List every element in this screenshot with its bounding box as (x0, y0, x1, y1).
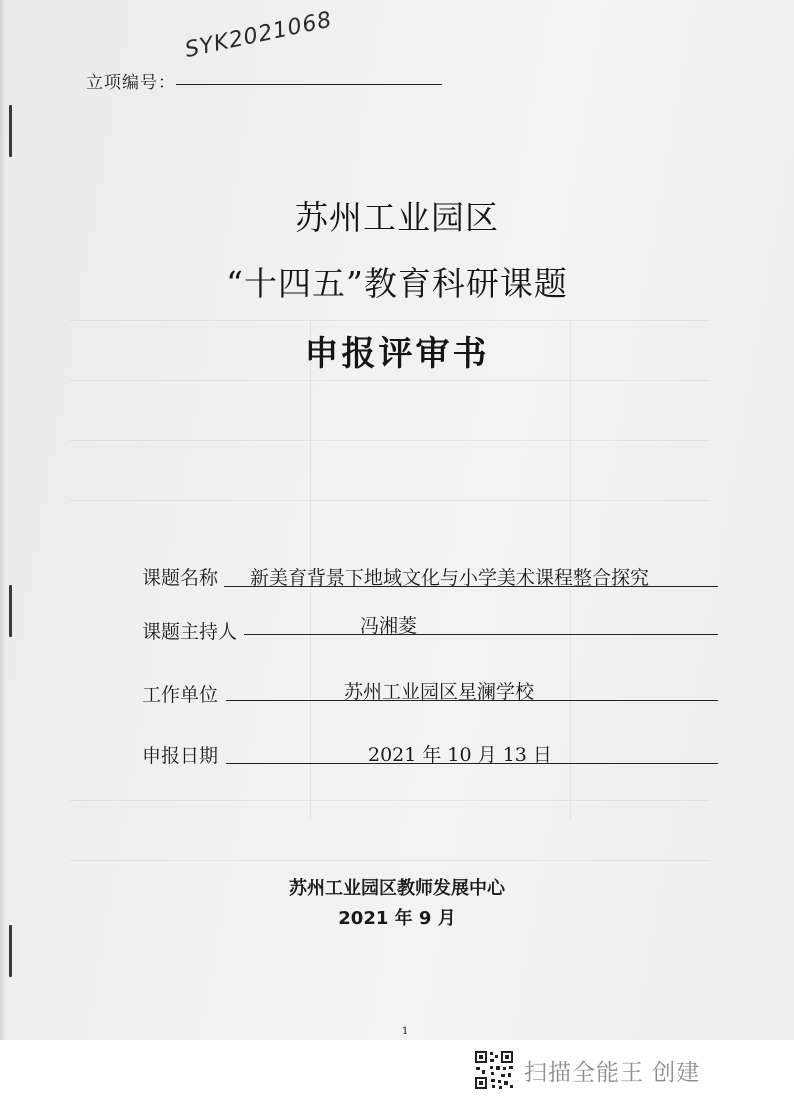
date-label: 申报日期 (142, 745, 219, 767)
project-number-handwritten: SYK2021068 (182, 7, 335, 63)
host-label: 课题主持人 (142, 621, 238, 643)
date-value: 2021 年 10 月 13 日 (368, 744, 552, 766)
binding-staple-bottom (9, 925, 12, 977)
binding-staple-top (9, 105, 12, 157)
unit-label: 工作单位 (142, 684, 219, 706)
footer-date: 2021 年 9 月 (338, 908, 456, 929)
unit-value: 苏州工业园区星澜学校 (344, 681, 535, 703)
title-line-2: “十四五”教育科研课题 (226, 264, 568, 303)
scanner-watermark (474, 1050, 700, 1090)
topic-label: 课题名称 (142, 567, 219, 589)
title-line-1: 苏州工业园区 (295, 198, 499, 237)
topic-value: 新美育背景下地域文化与小学美术课程整合探究 (250, 567, 650, 589)
page-number: 1 (402, 1026, 409, 1037)
watermark-text: 扫描全能王 创建 (524, 1059, 701, 1086)
host-value: 冯湘菱 (360, 615, 418, 637)
binding-staple-middle (9, 585, 12, 637)
project-number-underline (176, 84, 442, 85)
host-underline (244, 634, 718, 635)
qr-code-icon (474, 1050, 514, 1090)
bleed-through-shadow (70, 20, 770, 1020)
project-number-label: 立项编号： (86, 73, 176, 93)
title-line-3: 申报评审书 (304, 334, 490, 374)
footer-organization: 苏州工业园区教师发展中心 (289, 878, 505, 899)
